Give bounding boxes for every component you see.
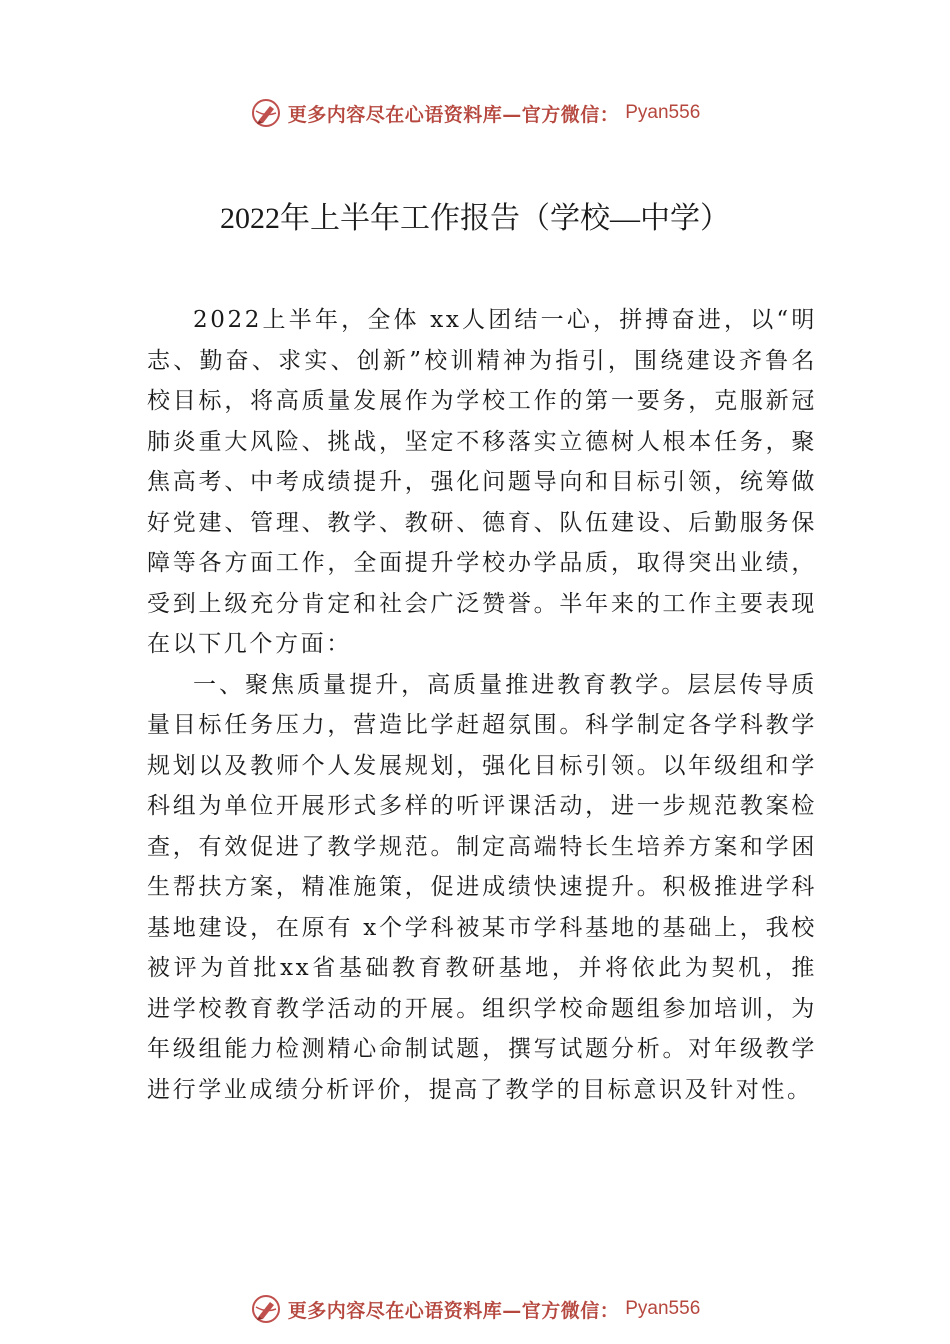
watermark-text: 更多内容尽在心语资料库—官方微信： bbox=[287, 103, 620, 126]
document-body bbox=[147, 300, 817, 1110]
paragraph-intro: 2022上半年，全体 xx人团结一心，拼搏奋进，以“明志、勤奋、求实、创新”校训精神为指引，围绕建设齐鲁名校目标，将高质量发展作为学校工作的第一要务，克服新冠肺炎重大风险、挑战，坚定不移落实立德树人根本任务，聚焦高考、中考成绩提升，强化问题导向和目标引领，统筹做好党建、管理、教学、教研、德育、队伍建设、后勤服务保障等各方面工作，全面提升学校办学品质，取得突出业绩， 受到上级充分肯定和社会广泛赞誉。半年来的工作主要表现在以下几个方面： bbox=[147, 307, 817, 657]
pen-logo-icon bbox=[250, 1293, 282, 1325]
watermark-text: 更多内容尽在心语资料库—官方微信： bbox=[287, 1299, 620, 1322]
pen-logo-icon bbox=[250, 97, 282, 129]
footer-watermark bbox=[0, 1289, 950, 1329]
watermark-wechat-id: Pyan556 bbox=[625, 1298, 701, 1319]
header-watermark bbox=[0, 93, 950, 133]
paragraph-section-one: 一、聚焦质量提升，高质量推进教育教学。层层传导质量目标任务压力，营造比学赶超氛围。科学制定各学科教学规划以及教师个人发展规划，强化目标引领。以年级组和学科组为单位开展形式多样的听评课活动，进一步规范教案检查，有效促进了教学规范。制定高端特长生培养方案和学困生帮扶方案，精准施策，促进成绩快速提升。积极推进学科基地建设，在原有 x个学科被某市学科基地的基础上，我校被评为首批xx省基础教育教研基地，并将依此为契机，推进学校教育教学活动的开展。组织学校命题组参加培训，为年级组能力检测精心命制试题，撰写试题分析。对年级教学进行学业成绩分析评价，提高了教学的目标意识及针对性。 bbox=[147, 671, 817, 1103]
watermark-wechat-id: Pyan556 bbox=[625, 102, 701, 123]
document-title: 2022年上半年工作报告（学校—中学） bbox=[220, 202, 730, 235]
